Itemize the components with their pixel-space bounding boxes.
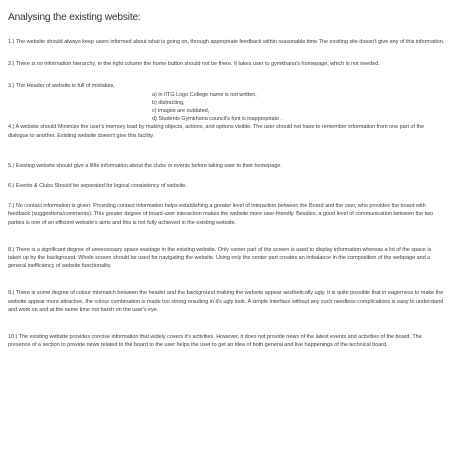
header-issue-c: c) images are outdated,: [152, 108, 210, 115]
point-7: 7.) No contact information is given. Providing contact information helps establishing a greater level of interaction between the Board and the user, who provides the board with feedback (suggestions/comments). This greater degree of board-user interaction makes the website more user-friendly. Besides, a good level of communication between the two parties is one of an efficient website's aims and this is not fully achieved in the existing website.: [8, 203, 434, 226]
document-title: Analysing the existing website:: [8, 12, 141, 23]
point-3: 3.) The Header of website is full of mistakes,: [8, 83, 115, 90]
header-issues-list: [8, 91, 445, 124]
point-2: 2.) There is no information hierarchy, in the right column the home button should not be there. It takes user to gymkhana's homepage, which is not needed.: [8, 61, 380, 68]
point-5: 5.) Existing website should give a little information about the clubs or events before taking user to their homepage.: [8, 162, 282, 169]
point-9: 9.) There is some degree of colour mismatch between the header and the background making the website appear aesthetically ugly. It is quite possible that in eagerness to make the website appear more attractive, the colour combination is made too strong resulting in it's ugly look. A simple interface without any such needless complications is easy to understand and work on and at the same time not harsh on the user's eye.: [8, 290, 444, 313]
header-issue-a: a) in IITG Logo College name is not written,: [152, 91, 257, 98]
point-4: 4.) A website should Minimize the user's memory load by making objects, actions, and options visible. The user should not have to remember information from one part of the dialogue to another. Existing website doesn't give this facility.: [8, 124, 425, 139]
point-6: 6.) Events & Clubs Should be seperated for logical consistency of website.: [8, 183, 187, 190]
header-issue-d: d) Students Gymkhana council's font is inappropriate .: [152, 116, 283, 123]
point-8: 8.) There is a significant degree of unnecessary space wastage in the existing website. Only center part of the screen is used to display information whereas a lot of the space is taken up by the background. Whole screen should be used for navigating the website. Using only the center part creates an imbalance in the composition of the webpage and a general inefficiency of website functionality.: [8, 246, 432, 270]
header-issue-b: b) distracting,: [152, 99, 185, 106]
point-10: 10.) The existing website provides concise information that widely covers it's activities. However, it does not provide news of the latest events and activities of the board. The presence of a section to provide news related to the board to the user helps the user to get an idea of both general and live happenings of the technical board.: [8, 334, 422, 349]
point-1: 1.) The website should always keep users informed about what is going on, through appropriate feedback within reasonable time.The exsiting site doesn't give any of this information.: [8, 39, 445, 45]
